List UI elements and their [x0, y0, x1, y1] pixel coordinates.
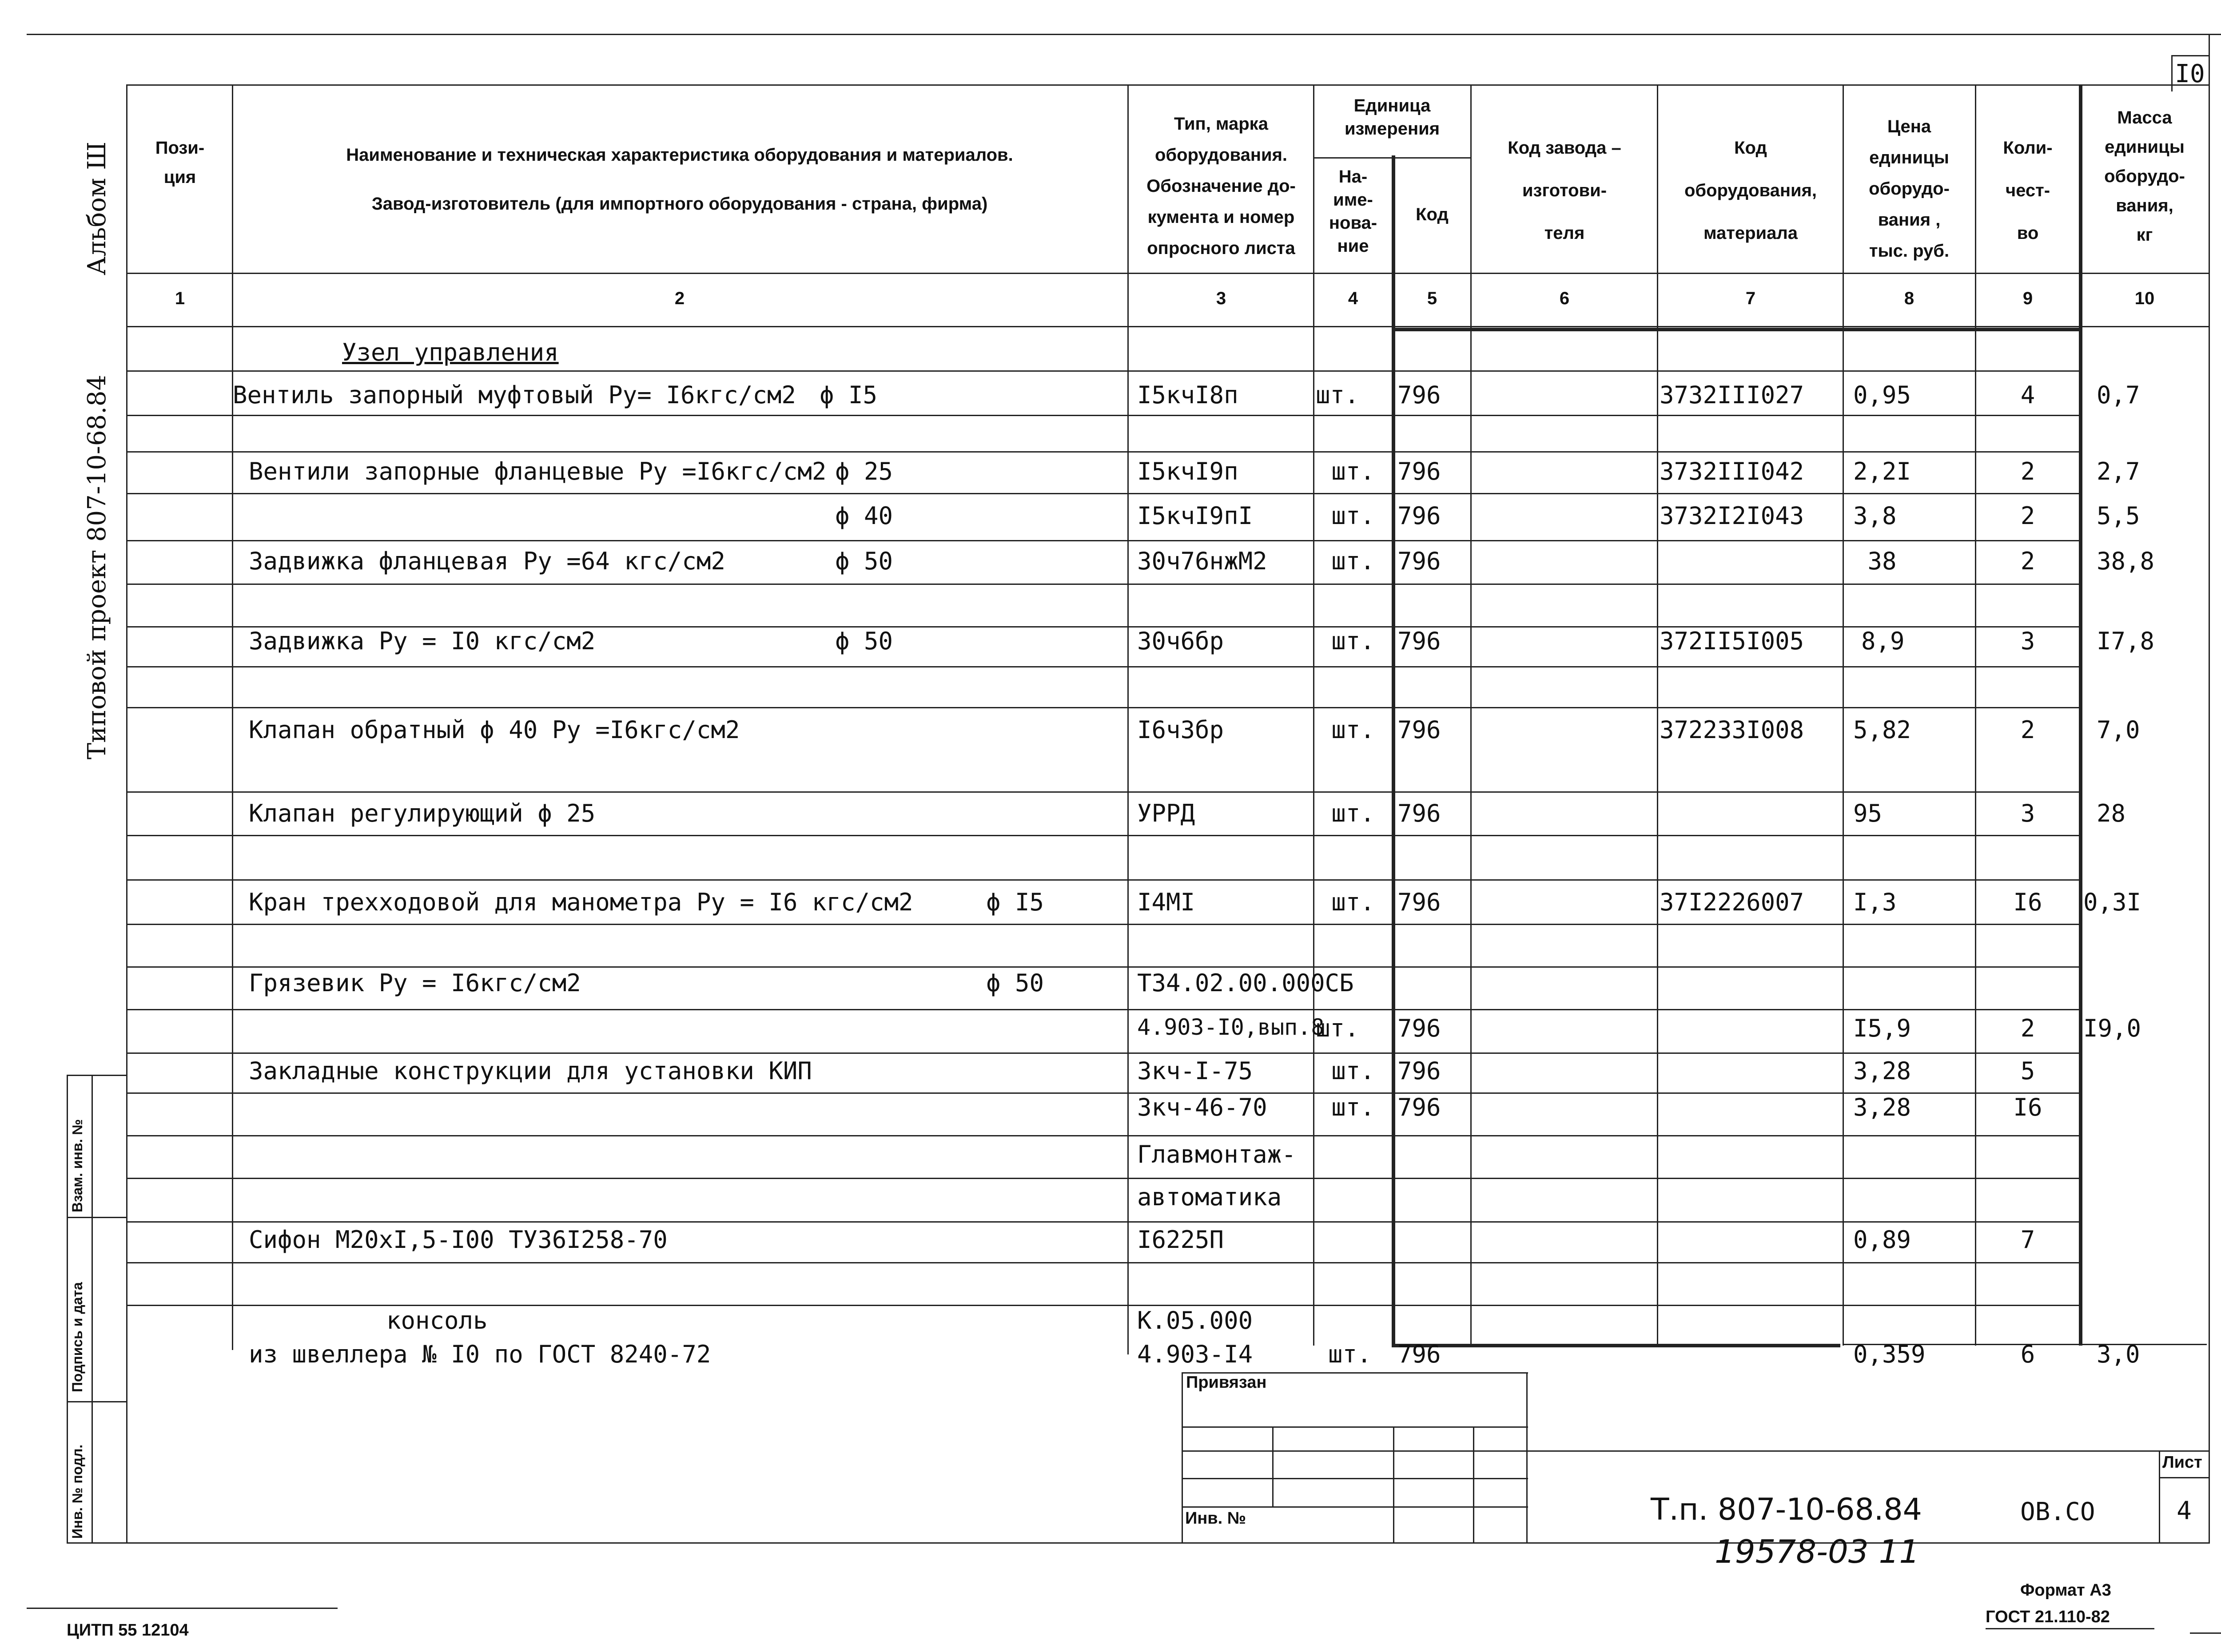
- row-6-name: Клапан обратный ϕ 40 Ру =I6кгс/см2: [249, 716, 740, 744]
- designation: Т.п. 807-10-68.84: [1651, 1492, 1922, 1527]
- row-15-qty: 7: [2020, 1226, 2035, 1254]
- header-price: Цена единицы оборудо- вания , тыс. руб.: [1869, 117, 1950, 261]
- col-number-8: 8: [1904, 289, 1915, 308]
- row-5-name: Задвижка Ру = I0 кгс/см2: [249, 627, 596, 655]
- col-number-7: 7: [1745, 289, 1756, 308]
- row-6-type: I6ч3бр: [1137, 716, 1224, 744]
- privyazan-label: Привязан: [1186, 1373, 1267, 1392]
- row-8-diameter: ϕ I5: [986, 888, 1044, 916]
- sheet-number-top: I0: [2175, 60, 2205, 88]
- row-7-mass: 28: [2097, 799, 2126, 827]
- row-8-unit: шт.: [1331, 888, 1375, 916]
- row-5-qty: 3: [2020, 627, 2035, 655]
- row-17-type: 4.903-I4: [1137, 1340, 1253, 1368]
- section-title: Узел управления: [342, 338, 559, 366]
- row-17-unit: шт.: [1328, 1340, 1372, 1368]
- row-4-diameter: ϕ 50: [835, 547, 893, 575]
- header-position: Пози- ция: [155, 138, 205, 187]
- row-10-unit: шт.: [1316, 1014, 1359, 1042]
- row-2-price: 2,2I: [1853, 457, 1911, 485]
- gost-label: ГОСТ 21.110-82: [1986, 1608, 2110, 1626]
- row-10-mass: I9,0: [2083, 1014, 2141, 1042]
- row-10-type: 4.903-I0,вып.8: [1137, 1014, 1325, 1040]
- row-11-unit: шт.: [1331, 1057, 1375, 1085]
- format-label: Формат А3: [2020, 1581, 2111, 1600]
- row-6-unit: шт.: [1331, 716, 1375, 744]
- print-code: ЦИТП 55 12104: [67, 1621, 189, 1640]
- row-8-mass: 0,3I: [2083, 888, 2141, 916]
- row-7-type: УРРД: [1137, 799, 1195, 827]
- col-number-6: 6: [1559, 289, 1570, 308]
- row-1-type: I5кчI8п: [1137, 381, 1238, 409]
- row-12-type: 3кч-46-70: [1137, 1093, 1267, 1121]
- col-number-5: 5: [1427, 289, 1437, 308]
- row-7-code: 796: [1397, 799, 1441, 827]
- row-3-mass: 5,5: [2097, 502, 2140, 530]
- row-4-type: 30ч76нжМ2: [1137, 547, 1267, 575]
- row-11-type: 3кч-I-75: [1137, 1057, 1253, 1085]
- header-mass: Масса единицы оборудо- вания, кг: [2104, 108, 2185, 245]
- row-10-price: I5,9: [1853, 1014, 1911, 1042]
- row-1-code: 796: [1397, 381, 1441, 409]
- row-1-diameter: ϕ I5: [820, 381, 878, 409]
- sheet-label: Лист: [2162, 1453, 2202, 1472]
- row-12-price: 3,28: [1853, 1093, 1911, 1121]
- row-5-unit: шт.: [1331, 627, 1375, 655]
- sheet-value: 4: [2177, 1497, 2192, 1525]
- header-factory-code: Код завода – изготови- теля: [1508, 138, 1621, 243]
- header-type: Тип, марка оборудования. Обозначение до- кумента и номер опросного листа: [1146, 114, 1296, 258]
- row-13-type: Главмонтаж-: [1137, 1140, 1296, 1168]
- row-4-qty: 2: [2020, 547, 2035, 575]
- row-1-qty: 4: [2020, 381, 2035, 409]
- row-2-code: 796: [1397, 457, 1441, 485]
- header-name: Наименование и техническая характеристика оборудования и материалов. Завод-изготовитель (для импортного оборудования - страна, фирма): [346, 145, 1013, 214]
- row-2-name: Вентили запорные фланцевые Ру =I6кгс/см2: [249, 457, 827, 485]
- row-16-name: консоль: [386, 1307, 488, 1334]
- row-12-code: 796: [1397, 1093, 1441, 1121]
- row-12-unit: шт.: [1331, 1093, 1375, 1121]
- col-number-2: 2: [674, 289, 685, 308]
- row-15-type: I6225П: [1137, 1226, 1224, 1254]
- row-11-qty: 5: [2020, 1057, 2035, 1085]
- row-11-price: 3,28: [1853, 1057, 1911, 1085]
- row-11-code: 796: [1397, 1057, 1441, 1085]
- row-17-code: 796: [1397, 1340, 1441, 1368]
- row-3-unit: шт.: [1331, 502, 1375, 530]
- row-12-qty: I6: [2013, 1093, 2042, 1121]
- stamp-signature-label: Подпись и дата: [69, 1282, 85, 1392]
- row-15-name: Сифон М20хI,5-I00 ТУ36I258-70: [249, 1226, 668, 1254]
- row-17-qty: 6: [2020, 1340, 2035, 1368]
- handwritten-number: 19578-03 11: [1715, 1533, 1920, 1570]
- row-7-unit: шт.: [1331, 799, 1375, 827]
- row-17-mass: 3,0: [2097, 1340, 2140, 1368]
- row-6-material-code: 372233I008: [1660, 716, 1804, 744]
- row-2-type: I5кчI9п: [1137, 457, 1238, 485]
- row-5-mass: I7,8: [2097, 627, 2155, 655]
- row-17-price: 0,359: [1853, 1340, 1926, 1368]
- row-10-code: 796: [1397, 1014, 1441, 1042]
- album-label: Альбом Ш: [83, 141, 111, 275]
- row-6-mass: 7,0: [2097, 716, 2140, 744]
- row-1-unit: шт.: [1316, 381, 1359, 409]
- doc-code: ОВ.СО: [2020, 1497, 2095, 1526]
- header-unit-name: На- име- нова- ние: [1329, 167, 1377, 256]
- row-2-unit: шт.: [1331, 457, 1375, 485]
- row-8-name: Кран трехходовой для манометра Ру = I6 кгс/см2: [249, 888, 913, 916]
- row-9-name: Грязевик Ру = I6кгс/см2: [249, 969, 581, 997]
- row-6-code: 796: [1397, 716, 1441, 744]
- row-8-qty: I6: [2013, 888, 2042, 916]
- row-4-code: 796: [1397, 547, 1441, 575]
- row-8-price: I,3: [1853, 888, 1897, 916]
- row-1-name: Вентиль запорный муфтовый Ру= I6кгс/см2: [233, 381, 796, 409]
- row-11-name: Закладные конструкции для установки КИП: [249, 1057, 812, 1085]
- row-6-price: 5,82: [1853, 716, 1911, 744]
- row-3-qty: 2: [2020, 502, 2035, 530]
- row-8-material-code: 37I2226007: [1660, 888, 1804, 916]
- row-8-type: I4MI: [1137, 888, 1195, 916]
- row-8-code: 796: [1397, 888, 1441, 916]
- col-number-9: 9: [2022, 289, 2033, 308]
- row-17-name: из швеллера № I0 по ГОСТ 8240-72: [249, 1340, 711, 1368]
- row-2-qty: 2: [2020, 457, 2035, 485]
- row-1-mass: 0,7: [2097, 381, 2140, 409]
- row-6-qty: 2: [2020, 716, 2035, 744]
- row-7-price: 95: [1853, 799, 1883, 827]
- row-2-mass: 2,7: [2097, 457, 2140, 485]
- stamp-vzam-label: Взам. инв. №: [69, 1119, 85, 1212]
- row-7-qty: 3: [2020, 799, 2035, 827]
- row-3-diameter: ϕ 40: [835, 502, 893, 530]
- inv-no-label: Инв. №: [1185, 1509, 1246, 1528]
- header-quantity: Коли- чест- во: [2003, 138, 2053, 243]
- row-7-name: Клапан регулирующий ϕ 25: [249, 799, 596, 827]
- row-14-type: автоматика: [1137, 1183, 1282, 1211]
- row-10-qty: 2: [2020, 1014, 2035, 1042]
- row-4-name: Задвижка фланцевая Ру =64 кгс/см2: [249, 547, 725, 575]
- header-unit-group: Единица измерения: [1344, 96, 1440, 139]
- col-number-10: 10: [2134, 289, 2155, 308]
- col-number-4: 4: [1348, 289, 1358, 308]
- row-4-mass: 38,8: [2097, 547, 2155, 575]
- col-number-1: 1: [175, 289, 185, 308]
- row-4-price: 38: [1867, 547, 1897, 575]
- header-material-code: Код оборудования, материала: [1684, 138, 1817, 243]
- row-5-type: 30ч6бр: [1137, 627, 1224, 655]
- row-3-type: I5кчI9пI: [1137, 502, 1253, 530]
- row-1-price: 0,95: [1853, 381, 1911, 409]
- row-9-type: Т34.02.00.000СБ: [1137, 969, 1354, 997]
- row-9-diameter: ϕ 50: [986, 969, 1044, 997]
- row-4-unit: шт.: [1331, 547, 1375, 575]
- row-15-price: 0,89: [1853, 1226, 1911, 1254]
- row-5-price: 8,9: [1861, 627, 1905, 655]
- stamp-inv-podl-label: Инв. № подл.: [69, 1444, 85, 1539]
- row-2-material-code: 3732III042: [1660, 457, 1804, 485]
- project-label: Типовой проект 807-10-68.84: [83, 374, 111, 759]
- row-3-price: 3,8: [1853, 502, 1897, 530]
- col-number-3: 3: [1216, 289, 1226, 308]
- row-5-diameter: ϕ 50: [835, 627, 893, 655]
- row-3-code: 796: [1397, 502, 1441, 530]
- row-2-diameter: ϕ 25: [835, 457, 893, 485]
- row-5-code: 796: [1397, 627, 1441, 655]
- row-1-material-code: 3732III027: [1660, 381, 1804, 409]
- row-16-type: К.05.000: [1137, 1307, 1253, 1334]
- row-5-material-code: 372II5I005: [1660, 627, 1804, 655]
- row-3-material-code: 3732I2I043: [1660, 502, 1804, 530]
- header-unit-code: Код: [1416, 205, 1449, 224]
